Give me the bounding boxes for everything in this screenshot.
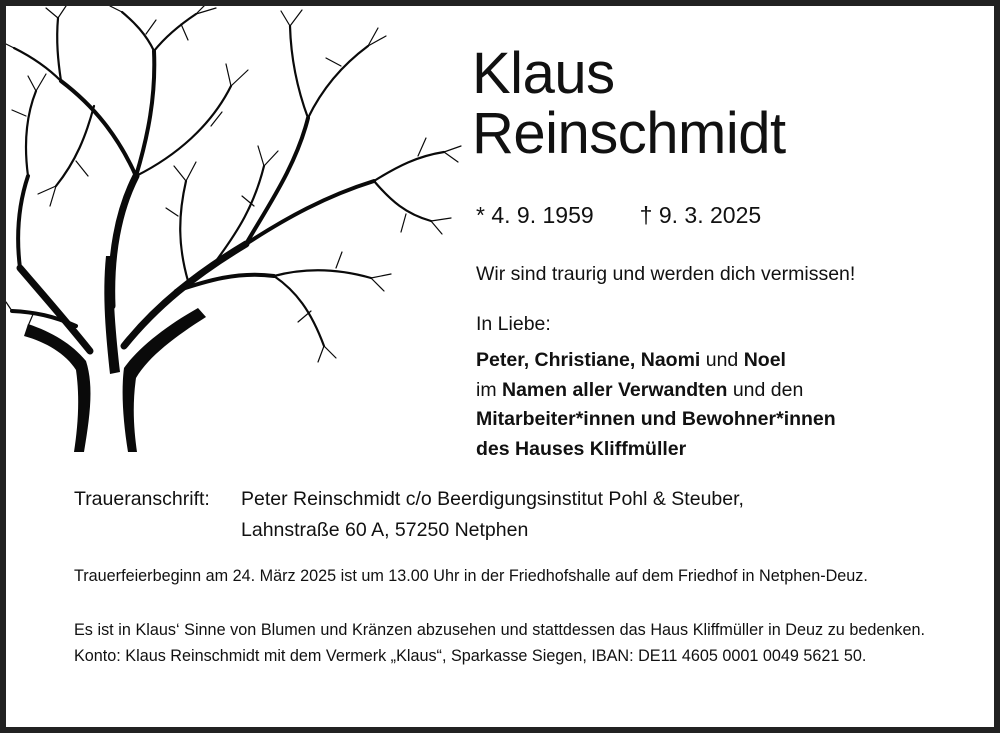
deceased-name bbox=[472, 41, 786, 166]
love-label: In Liebe: bbox=[476, 313, 551, 335]
birth-date: * 4. 9. 1959 bbox=[476, 202, 594, 228]
service-info: Trauerfeierbeginn am 24. März 2025 ist um 13.00 Uhr in der Friedhofshalle auf dem Friedhof in Netphen-Deuz. bbox=[74, 567, 868, 585]
tree-illustration bbox=[6, 6, 466, 452]
connector-text: im bbox=[476, 378, 502, 401]
first-name: Klaus bbox=[472, 41, 615, 106]
connector-text: und bbox=[700, 349, 744, 371]
family-names: Peter, Christiane, Naomi bbox=[476, 349, 701, 371]
mourners-list bbox=[476, 346, 836, 464]
family-name-noel: Noel bbox=[743, 349, 786, 371]
relatives-text: Namen aller Verwandten bbox=[502, 378, 728, 401]
death-date: † 9. 3. 2025 bbox=[639, 202, 762, 228]
staff-residents-text: Mitarbeiter*innen und Bewohner*innen bbox=[476, 408, 836, 430]
address-line-2: Lahnstraße 60 A, 57250 Netphen bbox=[241, 519, 529, 541]
connector-text: und den bbox=[727, 378, 804, 401]
house-name-text: des Hauses Kliffmüller bbox=[476, 437, 687, 460]
address-row-2 bbox=[74, 515, 744, 546]
address-label: Traueranschrift: bbox=[74, 488, 210, 510]
mourning-address bbox=[74, 484, 744, 546]
life-dates bbox=[476, 202, 761, 228]
address-line-1: Peter Reinschmidt c/o Beerdigungsinstitut Pohl & Steuber, bbox=[241, 488, 744, 510]
farewell-message: Wir sind traurig und werden dich vermissen! bbox=[476, 263, 856, 285]
mourners-line-4 bbox=[476, 435, 836, 465]
mourners-line-2 bbox=[476, 376, 836, 406]
donation-info: Es ist in Klaus‘ Sinne von Blumen und Kränzen abzusehen und stattdessen das Haus Kliffmüller in Deuz zu bedenken. Konto: Klaus Reinschmidt mit dem Vermerk „Klaus“, Sparkasse Siegen, IBAN: DE11 4605 0001 0049 5621 50. bbox=[74, 621, 925, 665]
mourners-line-1 bbox=[476, 346, 836, 376]
mourners-line-3 bbox=[476, 405, 836, 435]
last-name: Reinschmidt bbox=[472, 101, 786, 166]
address-row-1 bbox=[74, 484, 744, 515]
